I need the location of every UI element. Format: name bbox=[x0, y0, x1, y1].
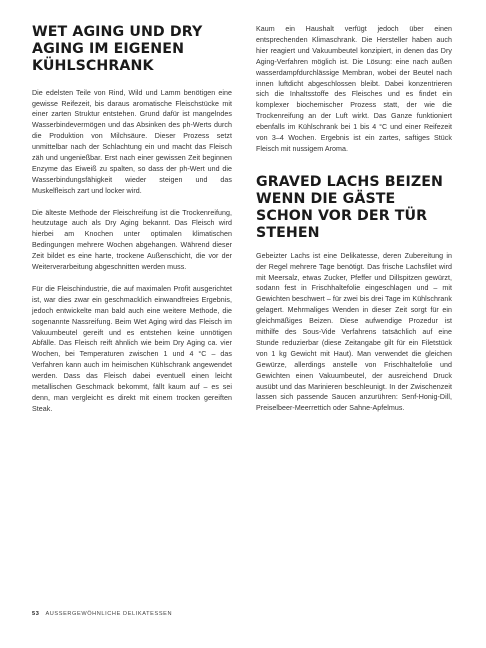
body-paragraph: Gebeizter Lachs ist eine Delikatesse, deren Zubereitung in der Regel mehrere Tage benötigt. Das frische Lachsfilet wird mit Meersalz, etwas Zucker, Pfeffer und Dillspitzen gewürzt, sodann fest in Frischhaltefolie eingeschlagen und – mit Gewichten beschwert – für zwei bis drei Tage im Kühlschrank gelagert. Mehrmaliges Wenden in dieser Zeit sorgt für ein gleichmäßiges Beizen. Diese aufwendige Prozedur ist mithilfe des Sous-Vide Verfahrens tatsächlich auf eine Stunde reduzierbar (diese Zeitangabe gilt für ein Filetstück von 1 kg Gewicht mit Haut). Man verwendet die gleichen Gewürze, allerdings anstelle von Frischhaltefolie und Gewichten einen Vakuumbeutel, der ausreichend Druck ausübt und das Marinieren beschleunigt. In der Zwischenzeit lassen sich passende Saucen anzurühren: Senf-Honig-Dill, Preiselbeer-Meerrettich oder Sahne-Apfelmus. bbox=[256, 251, 452, 413]
left-column bbox=[32, 24, 232, 426]
body-paragraph: Die edelsten Teile von Rind, Wild und Lamm benötigen eine gewisse Reifezeit, bis daraus aromatische Fleischstücke mit einer zarten Struktur entstehen. Grund dafür ist mangelndes Wasserbindevermögen und das Absinken des ph-Werts durch die Produktion von Milchsäure. Dieser Prozess setzt unmittelbar nach der Schlachtung ein und macht das Fleisch zäh und ungenießbar. Erst nach einer gewissen Zeit beginnen Enzyme das Eiweiß zu spalten, so dass der ph-Wert und die Wasserbindungsfähigkeit wieder steigen und das Muskelfleisch zart und locker wird. bbox=[32, 88, 232, 195]
section-heading-lachs: GRAVED LACHS BEIZEN WENN DIE GÄSTE SCHON VOR DER TÜR STEHEN bbox=[256, 173, 443, 242]
body-paragraph: Für die Fleischindustrie, die auf maximalen Profit ausgerichtet ist, war dies zwar ein geschmacklich einwandfreies Ergebnis, jedoch entwickelte man bald auch eine weitere Methode, die sogenannte Nassreifung. Beim Wet Aging wird das Fleisch im Vakuumbeutel gereift und es entstehen keine unnötigen Abfälle. Das Fleisch reift ähnlich wie beim Dry Aging ca. vier Wochen, bei Temperaturen zwischen 1 und 4 °C – das Verfahren kann auch im heimischen Kühlschrank angewendet werden. Dass das Fleisch dabei eventuell einen leicht metallischen Geschmack bekommt, fällt kaum auf – es sei denn, man vergleicht es direkt mit einem trocken gereiften Steak. bbox=[32, 284, 232, 413]
footer-section-title: AUSSERGEWÖHNLICHE DELIKATESSEN bbox=[45, 611, 173, 617]
body-paragraph: Kaum ein Haushalt verfügt jedoch über einen entsprechenden Klimaschrank. Die Hersteller haben auch hier reagiert und Vakuumbeutel konzipiert, in denen das Dry Aging-Verfahren möglich ist. Die Lösung: eine nach außen wasserdampfdurchlässige Membran, wobei der Beutel nach innen luftdicht abgeschlossen bleibt. Dabei konzentrieren sich die Inhaltsstoffe des Fleisches und es findet ein komplexer biochemischer Prozess statt, der wie die Trockenreifung an der Luft wirkt. Das Ganze funktioniert ebenfalls im Kühlschrank bei 1 bis 4 °C und einer Reifezeit von 3–4 Wochen. Ergebnis ist ein zartes, saftiges Stück Fleisch mit nussigem Aroma. bbox=[256, 25, 452, 153]
body-paragraph: Die älteste Methode der Fleischreifung ist die Trockenreifung, heutzutage auch als Dry Aging bekannt. Das Fleisch wird hierbei am Knochen unter optimalen klimatischen Bedingungen mehrere Wochen abgehangen. Während dieser Zeit bildet es eine harte, trockene Außenschicht, die vor der Weiterverarbeitung abgeschnitten werden muss. bbox=[32, 208, 232, 272]
page-number: 53 bbox=[32, 611, 40, 617]
section-heading-aging: WET AGING UND DRY AGING IM EIGENEN KÜHLSCHRANK bbox=[32, 24, 203, 75]
page-footer bbox=[32, 611, 172, 617]
right-column bbox=[256, 24, 452, 414]
